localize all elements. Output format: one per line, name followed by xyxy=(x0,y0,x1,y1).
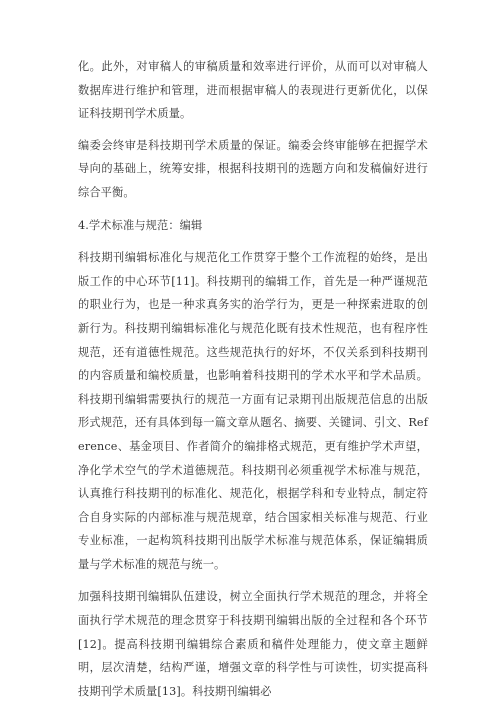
paragraph-editing-standards: 科技期刊编辑标准化与规范化工作贯穿于整个工作流程的始终，是出版工作的中心环节[11]。科技期刊的编辑工作，首先是一种严谨规范的职业行为，也是一种求真务实的治学行为，更是一种探索进取的创新行为。科技期刊编辑标准化与规范化既有技术性规范，也有程序性规范，还有道德性规范。这些规范执行的好坏，不仅关系到科技期刊的内容质量和编校质量，也影响着科技期刊的学术水平和学术品质。科技期刊编辑需要执行的规范一方面有记录期刊出版规范信息的出版形式规范，还有具体到每一篇文章从题名、摘要、关键词、引文、Reference、基金项目、作者简介的编排格式规范，更有维护学术声望，净化学术空气的学术道德规范。科技期刊必须重视学术标准与规范，认真推行科技期刊的标准化、规范化，根据学科和专业特点，制定符合自身实际的内部标准与规范规章，结合国家相关标准与规范、行业专业标准，一起构筑科技期刊出版学术标准与规范体系，保证编辑质量与学术标准的规范与统一。 xyxy=(78,251,428,571)
paragraph-editor-team-building: 加强科技期刊编辑队伍建设，树立全面执行学术规范的理念，并将全面执行学术规范的理念贯穿于科技期刊编辑出版的全过程和各个环节[12]。提高科技期刊编辑综合素质和稿件处理能力，使文章主题鲜明，层次清楚，结构严谨，增强文章的科学性与可读性，切实提高科技期刊学术质量[13]。科技期刊编辑必 xyxy=(78,590,428,698)
paragraph-reviewer-evaluation: 化。此外，对审稿人的审稿质量和效率进行评价，从而可以对审稿人数据库进行维护和管理，进而根据审稿人的表现进行更新优化，以保证科技期刊学术质量。 xyxy=(78,60,428,121)
section-heading: 4.学术标准与规范：编辑 xyxy=(78,218,203,232)
paragraph-editorial-board-review: 编委会终审是科技期刊学术质量的保证。编委会终审能够在把握学术导向的基础上，统筹安排，根据科技期刊的选题方向和发稿偏好进行综合平衡。 xyxy=(78,138,428,199)
